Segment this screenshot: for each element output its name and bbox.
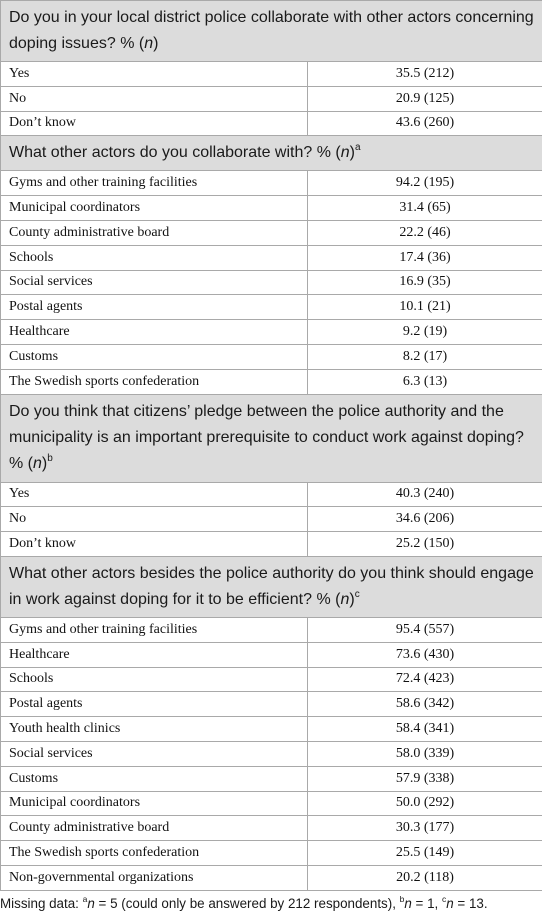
question-cell xyxy=(1,556,542,617)
question-unit-n: n xyxy=(340,590,350,608)
row-label: Don’t know xyxy=(1,532,308,557)
question-unit-prefix: % ( xyxy=(9,455,33,473)
row-value: 16.9 (35) xyxy=(308,270,542,295)
question-unit-suffix: ) xyxy=(153,35,159,52)
table-row xyxy=(1,270,542,295)
table-row xyxy=(1,692,542,717)
row-value: 25.2 (150) xyxy=(308,532,542,557)
footnote-var-c: n xyxy=(446,896,454,911)
table-row xyxy=(1,766,542,791)
row-value: 94.2 (195) xyxy=(308,171,542,196)
question-unit-prefix: % ( xyxy=(316,144,341,162)
row-value: 17.4 (36) xyxy=(308,245,542,270)
table-row xyxy=(1,196,542,221)
table-body xyxy=(1,1,542,891)
row-label: Yes xyxy=(1,482,308,507)
question-unit-n: n xyxy=(33,455,42,473)
row-value: 40.3 (240) xyxy=(308,482,542,507)
question-cell xyxy=(1,1,542,62)
question-unit-prefix: % ( xyxy=(316,590,341,608)
row-label: Don’t know xyxy=(1,111,308,136)
table-row xyxy=(1,369,542,394)
row-value: 34.6 (206) xyxy=(308,507,542,532)
question-note-mark: c xyxy=(354,588,360,600)
question-header-3 xyxy=(1,394,542,482)
row-label: Postal agents xyxy=(1,692,308,717)
table-row xyxy=(1,841,542,866)
row-value: 72.4 (423) xyxy=(308,667,542,692)
table-row xyxy=(1,791,542,816)
row-value: 35.5 (212) xyxy=(308,62,542,87)
footnote-lead: Missing data: xyxy=(0,896,83,911)
row-value: 43.6 (260) xyxy=(308,111,542,136)
row-value: 8.2 (17) xyxy=(308,344,542,369)
row-value: 50.0 (292) xyxy=(308,791,542,816)
row-value: 73.6 (430) xyxy=(308,642,542,667)
row-label: No xyxy=(1,507,308,532)
question-text: What other actors besides the police authority do you think should engage in work against doping for it to be efficient? xyxy=(9,564,534,608)
table-row xyxy=(1,295,542,320)
row-value: 58.6 (342) xyxy=(308,692,542,717)
row-value: 20.9 (125) xyxy=(308,86,542,111)
table-row xyxy=(1,816,542,841)
row-value: 10.1 (21) xyxy=(308,295,542,320)
table-row xyxy=(1,220,542,245)
row-label: Healthcare xyxy=(1,320,308,345)
question-header-1 xyxy=(1,1,542,62)
footnote-mark-b: b xyxy=(399,894,405,904)
row-label: Municipal coordinators xyxy=(1,196,308,221)
question-unit-suffix: ) xyxy=(349,144,355,162)
row-value: 20.2 (118) xyxy=(308,865,542,890)
row-value: 22.2 (46) xyxy=(308,220,542,245)
footnote-mark-c: c xyxy=(441,894,447,904)
table-row xyxy=(1,62,542,87)
row-label: Social services xyxy=(1,270,308,295)
footnote-text-b: = 1, xyxy=(411,896,442,911)
question-unit-suffix: ) xyxy=(41,455,48,473)
row-value: 58.0 (339) xyxy=(308,741,542,766)
table-row xyxy=(1,617,542,642)
row-label: Postal agents xyxy=(1,295,308,320)
row-label: Gyms and other training facilities xyxy=(1,171,308,196)
table-row xyxy=(1,532,542,557)
row-value: 95.4 (557) xyxy=(308,617,542,642)
question-unit-suffix: ) xyxy=(349,590,355,608)
row-label: Customs xyxy=(1,766,308,791)
row-label: County administrative board xyxy=(1,816,308,841)
row-value: 30.3 (177) xyxy=(308,816,542,841)
table-row xyxy=(1,111,542,136)
row-label: No xyxy=(1,86,308,111)
row-label: Municipal coordinators xyxy=(1,791,308,816)
row-label: Healthcare xyxy=(1,642,308,667)
table-row xyxy=(1,741,542,766)
row-value: 57.9 (338) xyxy=(308,766,542,791)
question-unit-n: n xyxy=(144,35,154,52)
row-label: The Swedish sports confederation xyxy=(1,841,308,866)
question-unit-n: n xyxy=(340,144,350,162)
question-cell xyxy=(1,136,542,171)
table-row xyxy=(1,667,542,692)
table-row xyxy=(1,482,542,507)
question-cell xyxy=(1,394,542,482)
table-row xyxy=(1,245,542,270)
question-header-2 xyxy=(1,136,542,171)
table-row xyxy=(1,320,542,345)
footnote-var-b: n xyxy=(404,896,412,911)
footnote-text-a: = 5 (could only be answered by 212 respondents), xyxy=(94,896,400,911)
row-label: Yes xyxy=(1,62,308,87)
table-row xyxy=(1,507,542,532)
row-value: 31.4 (65) xyxy=(308,196,542,221)
row-label: Schools xyxy=(1,245,308,270)
table-row xyxy=(1,642,542,667)
table-row xyxy=(1,171,542,196)
footnote xyxy=(0,894,542,914)
footnote-var-a: n xyxy=(87,896,95,911)
row-label: Youth health clinics xyxy=(1,717,308,742)
row-value: 6.3 (13) xyxy=(308,369,542,394)
table-row xyxy=(1,717,542,742)
table-row xyxy=(1,865,542,890)
row-label: Gyms and other training facilities xyxy=(1,617,308,642)
question-text: Do you think that citizens’ pledge between the police authority and the municipality is an important prerequisite to conduct work against doping? xyxy=(9,403,524,447)
row-value: 58.4 (341) xyxy=(308,717,542,742)
question-text: Do you in your local district police collaborate with other actors concerning doping issues? xyxy=(9,9,534,52)
footnote-mark-a: a xyxy=(82,894,88,904)
question-note-mark: b xyxy=(47,453,53,465)
question-text: What other actors do you collaborate with? xyxy=(9,144,313,162)
row-label: Customs xyxy=(1,344,308,369)
row-label: Social services xyxy=(1,741,308,766)
footnote-text-c: = 13. xyxy=(453,896,488,911)
row-label: County administrative board xyxy=(1,220,308,245)
question-header-4 xyxy=(1,556,542,617)
table-row xyxy=(1,86,542,111)
row-value: 25.5 (149) xyxy=(308,841,542,866)
row-label: Non-governmental organizations xyxy=(1,865,308,890)
question-note-mark: a xyxy=(354,142,361,154)
row-label: Schools xyxy=(1,667,308,692)
question-unit-prefix: % ( xyxy=(120,35,145,52)
row-label: The Swedish sports confederation xyxy=(1,369,308,394)
table-row xyxy=(1,344,542,369)
row-value: 9.2 (19) xyxy=(308,320,542,345)
